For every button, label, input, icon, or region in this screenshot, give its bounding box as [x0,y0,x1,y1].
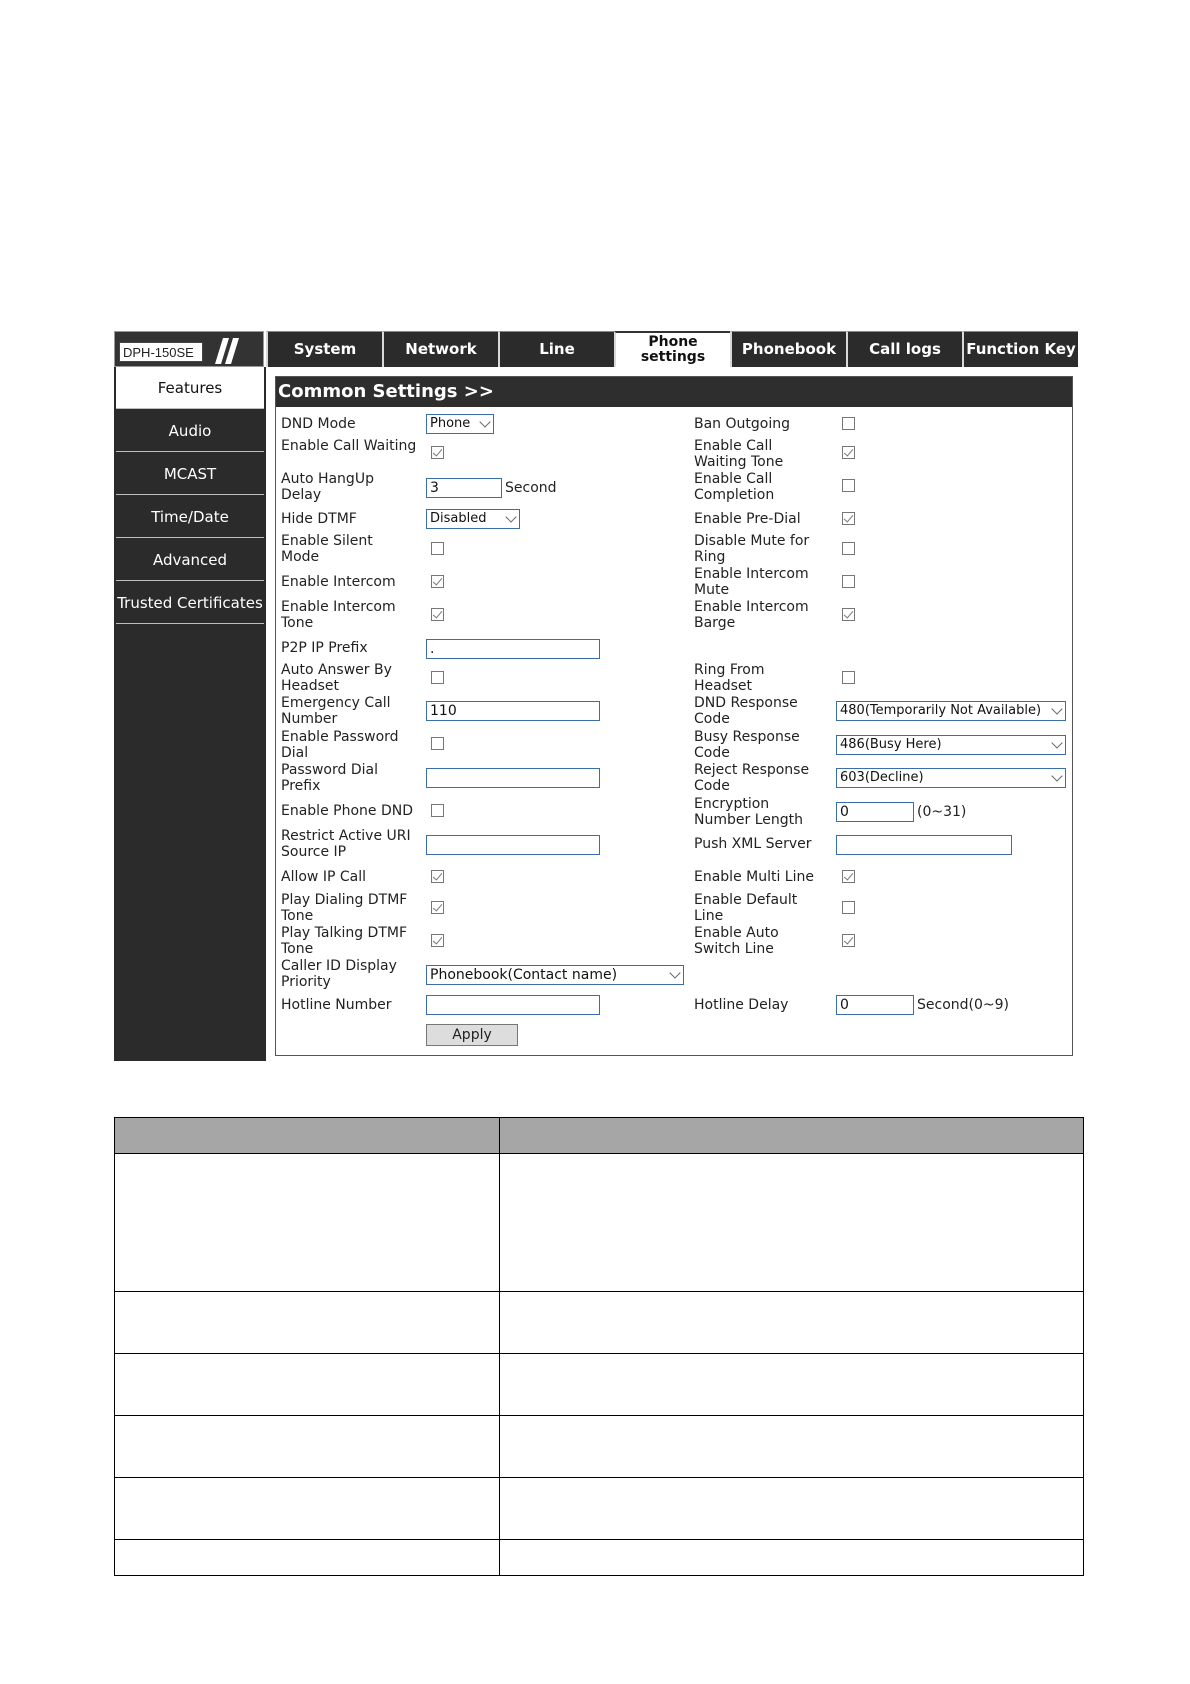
enable-call-completion-checkbox[interactable] [842,479,855,492]
allow-ip-call-label: Allow IP Call [281,869,366,885]
auto-hangup-delay-input[interactable]: 3 [426,478,502,498]
table-row [115,1540,1084,1576]
table-row [115,1478,1084,1540]
hotline-delay-unit: Second(0~9) [917,997,1009,1013]
enable-password-dial-checkbox[interactable] [431,737,444,750]
tab-phone-settings[interactable] [614,331,730,367]
hotline-number-input[interactable] [426,995,600,1015]
reject-response-code-value: 603(Decline) [840,770,924,785]
p2p-ip-prefix-label: P2P IP Prefix [281,640,368,656]
chevron-down-icon [505,511,516,522]
dnd-mode-select[interactable] [426,414,494,434]
enable-intercom-label: Enable Intercom [281,574,396,590]
enable-phone-dnd-checkbox[interactable] [431,804,444,817]
play-dialing-dtmf-tone-checkbox[interactable] [431,901,444,914]
encryption-number-length-input[interactable]: 0 [836,802,914,822]
tab-function-key[interactable]: Function Key [962,331,1078,367]
enable-silent-mode-checkbox[interactable] [431,542,444,555]
encryption-number-length-range: (0~31) [917,804,967,820]
dnd-mode-label: DND Mode [281,416,356,432]
tab-system[interactable]: System [266,331,382,367]
enable-call-completion-label: Enable Call Completion [694,471,775,503]
model-name: DPH-150SE [119,342,203,362]
auto-answer-by-headset-label: Auto Answer By Headset [281,662,392,694]
table-row [115,1416,1084,1478]
tab-call-logs[interactable]: Call logs [846,331,962,367]
restrict-active-uri-source-ip-label: Restrict Active URI Source IP [281,828,411,860]
panel-title: Common Settings >> [276,377,1072,407]
ban-outgoing-checkbox[interactable] [842,417,855,430]
hotline-delay-input[interactable]: 0 [836,995,914,1015]
table-cell [500,1292,1084,1354]
tab-line[interactable]: Line [498,331,614,367]
dnd-response-code-select[interactable] [836,701,1066,721]
chevron-down-icon [669,967,680,978]
sidebar-item-mcast[interactable]: MCAST [116,453,264,495]
enable-multi-line-label: Enable Multi Line [694,869,814,885]
encryption-number-length-label: Encryption Number Length [694,796,803,828]
enable-default-line-checkbox[interactable] [842,901,855,914]
apply-button[interactable]: Apply [426,1024,518,1046]
table-cell [115,1478,500,1540]
sidebar-item-features[interactable]: Features [116,367,264,409]
table-cell [115,1154,500,1292]
table-cell [500,1478,1084,1540]
brand-slash-icon [205,336,245,366]
table-cell [500,1354,1084,1416]
enable-intercom-tone-checkbox[interactable] [431,608,444,621]
enable-pre-dial-checkbox[interactable] [842,512,855,525]
enable-intercom-checkbox[interactable] [431,575,444,588]
busy-response-code-label: Busy Response Code [694,729,800,761]
enable-intercom-mute-checkbox[interactable] [842,575,855,588]
hide-dtmf-value: Disabled [430,511,487,526]
allow-ip-call-checkbox[interactable] [431,870,444,883]
enable-password-dial-label: Enable Password Dial [281,729,399,761]
table-row [115,1154,1084,1292]
busy-response-code-value: 486(Busy Here) [840,737,942,752]
enable-silent-mode-label: Enable Silent Mode [281,533,373,565]
enable-intercom-tone-label: Enable Intercom Tone [281,599,396,631]
sidebar-item-audio[interactable]: Audio [116,410,264,452]
sidebar [114,367,266,1061]
password-dial-prefix-label: Password Dial Prefix [281,762,378,794]
sidebar-item-trusted-certificates[interactable]: Trusted Certificates [116,582,264,624]
table-row [115,1354,1084,1416]
play-talking-dtmf-tone-checkbox[interactable] [431,934,444,947]
top-nav-tabs [266,331,1078,367]
brand-area [114,331,264,367]
enable-auto-switch-line-checkbox[interactable] [842,934,855,947]
table-cell [500,1540,1084,1576]
disable-mute-for-ring-checkbox[interactable] [842,542,855,555]
push-xml-server-input[interactable] [836,835,1012,855]
sidebar-item-time-date[interactable]: Time/Date [116,496,264,538]
hotline-number-label: Hotline Number [281,997,392,1013]
tab-phone-settings-label: Phone settings [640,334,706,365]
table-header-cell [115,1118,500,1154]
dnd-mode-value: Phone [430,416,471,431]
table-row [115,1292,1084,1354]
enable-intercom-barge-checkbox[interactable] [842,608,855,621]
enable-call-waiting-label: Enable Call Waiting [281,438,417,454]
tab-phonebook[interactable]: Phonebook [730,331,846,367]
enable-pre-dial-label: Enable Pre-Dial [694,511,801,527]
enable-call-waiting-tone-checkbox[interactable] [842,446,855,459]
enable-auto-switch-line-label: Enable Auto Switch Line [694,925,779,957]
chevron-down-icon [1051,770,1062,781]
phone-web-ui [114,331,1078,1061]
table-cell [115,1292,500,1354]
auto-hangup-delay-unit: Second [505,480,557,496]
caller-id-display-priority-label: Caller ID Display Priority [281,958,397,990]
chevron-down-icon [1051,703,1062,714]
push-xml-server-label: Push XML Server [694,836,812,852]
tab-network[interactable]: Network [382,331,498,367]
ring-from-headset-label: Ring From Headset [694,662,765,694]
p2p-ip-prefix-input[interactable]: . [426,639,600,659]
hotline-delay-label: Hotline Delay [694,997,789,1013]
restrict-active-uri-source-ip-input[interactable] [426,835,600,855]
sidebar-item-advanced[interactable]: Advanced [116,539,264,581]
caller-id-display-priority-select[interactable] [426,965,684,985]
reject-response-code-label: Reject Response Code [694,762,810,794]
chevron-down-icon [479,416,490,427]
reject-response-code-select[interactable] [836,768,1066,788]
table-cell [115,1416,500,1478]
emergency-call-number-input[interactable]: 110 [426,701,600,721]
disable-mute-for-ring-label: Disable Mute for Ring [694,533,810,565]
play-dialing-dtmf-tone-label: Play Dialing DTMF Tone [281,892,408,924]
table-header-row [115,1118,1084,1154]
caller-id-display-priority-value: Phonebook(Contact name) [430,967,618,983]
hide-dtmf-select[interactable] [426,509,520,529]
enable-multi-line-checkbox[interactable] [842,870,855,883]
table-cell [500,1154,1084,1292]
table-cell [115,1354,500,1416]
table-cell [115,1540,500,1576]
password-dial-prefix-input[interactable] [426,768,600,788]
enable-phone-dnd-label: Enable Phone DND [281,803,413,819]
enable-intercom-mute-label: Enable Intercom Mute [694,566,809,598]
play-talking-dtmf-tone-label: Play Talking DTMF Tone [281,925,408,957]
table-header-cell [500,1118,1084,1154]
busy-response-code-select[interactable] [836,735,1066,755]
description-table [114,1117,1084,1576]
ring-from-headset-checkbox[interactable] [842,671,855,684]
auto-answer-by-headset-checkbox[interactable] [431,671,444,684]
ban-outgoing-label: Ban Outgoing [694,416,790,432]
enable-default-line-label: Enable Default Line [694,892,798,924]
auto-hangup-delay-label: Auto HangUp Delay [281,471,374,503]
emergency-call-number-label: Emergency Call Number [281,695,391,727]
table-cell [500,1416,1084,1478]
enable-call-waiting-checkbox[interactable] [431,446,444,459]
enable-call-waiting-tone-label: Enable Call Waiting Tone [694,438,784,470]
enable-intercom-barge-label: Enable Intercom Barge [694,599,809,631]
settings-panel [275,376,1073,1056]
chevron-down-icon [1051,737,1062,748]
hide-dtmf-label: Hide DTMF [281,511,357,527]
dnd-response-code-label: DND Response Code [694,695,798,727]
dnd-response-code-value: 480(Temporarily Not Available) [840,703,1042,718]
